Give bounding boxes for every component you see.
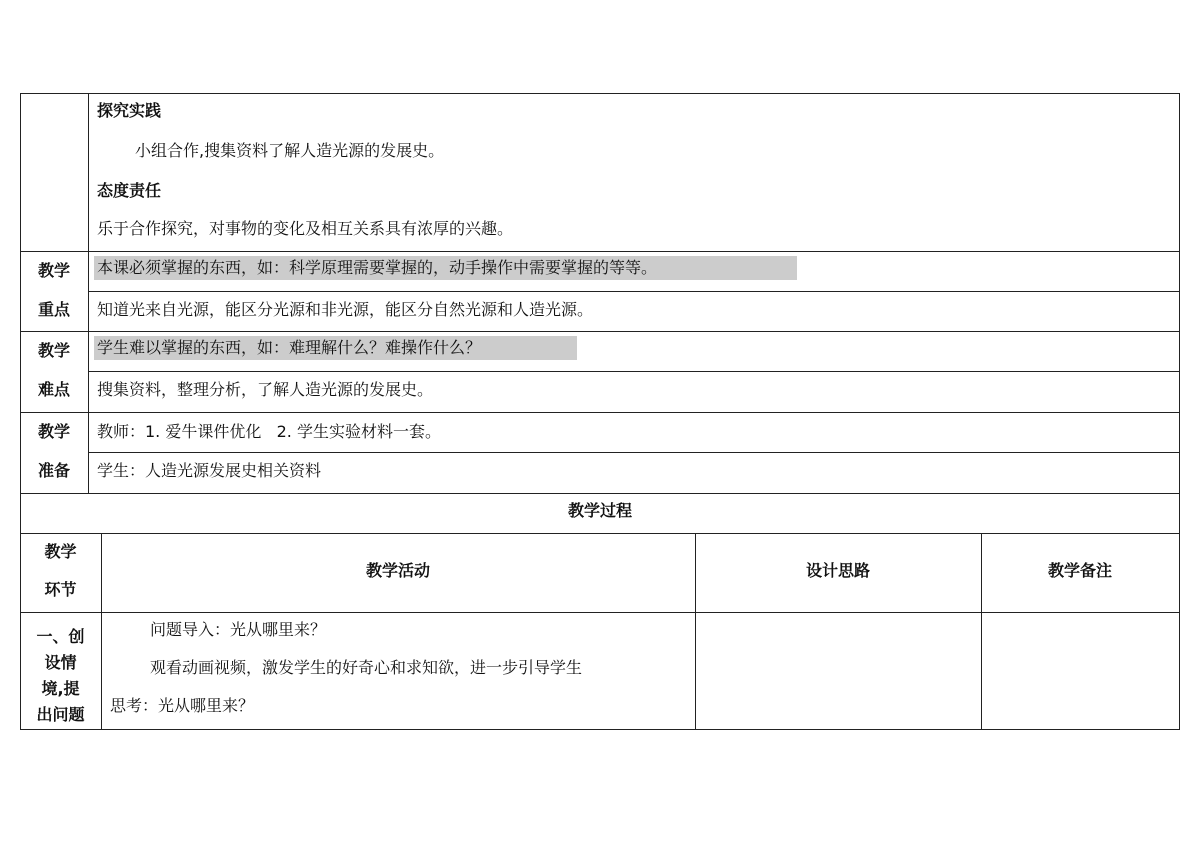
row-divider-headers-top [20,533,1180,534]
inquiry-heading: 探究实践 [97,101,162,120]
row-divider-difficulties-top [20,331,1180,332]
key-points-hint: 本课必须掌握的东西，如：科学原理需要掌握的，动手操作中需要掌握的等等。 [94,256,797,280]
row-divider-headers-bottom [20,612,1180,613]
attitude-heading: 态度责任 [97,181,162,200]
process-title: 教学过程 [567,501,632,520]
inquiry-text: 小组合作,搜集资料了解人造光源的发展史。 [135,141,445,160]
header-stage-1: 教学 [44,542,77,561]
row-divider-keypoints-mid [88,291,1180,292]
border-bottom [20,729,1180,730]
row-stage-4: 出问题 [36,705,85,724]
row-divider-difficulties-mid [88,371,1180,372]
row-divider-preparation-top [20,412,1180,413]
header-design: 设计思路 [805,561,870,580]
row-divider-keypoints-top [20,251,1180,252]
difficulties-label-2: 难点 [37,380,70,399]
label-column-divider [88,93,89,493]
row-activity-line-3: 思考：光从哪里来？ [110,696,255,715]
preparation-student: 学生：人造光源发展史相关资料 [97,461,322,480]
key-points-label-1: 教学 [37,261,70,280]
preparation-label-1: 教学 [37,422,70,441]
difficulties-content: 搜集资料，整理分析，了解人造光源的发展史。 [97,380,434,399]
border-top [20,93,1180,94]
row-stage-3: 境,提 [41,679,80,698]
row-stage-1: 一、创 [36,627,85,646]
header-stage-2: 环节 [44,580,77,599]
row-stage-2: 设情 [44,653,77,672]
key-points-label-2: 重点 [37,300,70,319]
attitude-text: 乐于合作探究，对事物的变化及相互关系具有浓厚的兴趣。 [97,219,514,238]
row-divider-process-title-top [20,493,1180,494]
key-points-content: 知道光来自光源，能区分光源和非光源，能区分自然光源和人造光源。 [97,300,594,319]
row-activity-line-2: 观看动画视频，激发学生的好奇心和求知欲，进一步引导学生 [150,658,583,677]
header-activity: 教学活动 [365,561,430,580]
difficulties-label-1: 教学 [37,341,70,360]
row-divider-preparation-mid [88,452,1180,453]
header-notes: 教学备注 [1047,561,1112,580]
preparation-teacher: 教师：1. 爱牛课件优化 2. 学生实验材料一套。 [97,422,441,441]
difficulties-hint: 学生难以掌握的东西，如：难理解什么？难操作什么？ [94,336,577,360]
preparation-label-2: 准备 [37,461,70,480]
row-activity-line-1: 问题导入：光从哪里来？ [150,620,327,639]
